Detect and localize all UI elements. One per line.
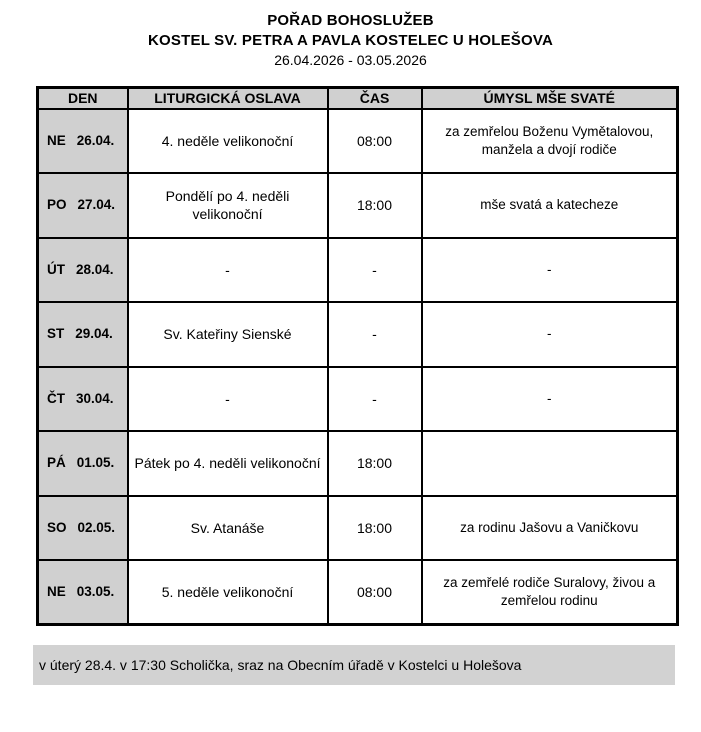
day-date: 30.04. xyxy=(76,390,114,406)
intention-cell: za rodinu Jašovu a Vaničkovu xyxy=(422,496,678,561)
table-header-row xyxy=(38,88,678,109)
table-row xyxy=(38,496,678,561)
day-date: 02.05. xyxy=(77,519,116,535)
day-cell xyxy=(38,367,128,432)
intention-cell: za zemřelou Boženu Vymětalovou, manžela a dvojí rodiče xyxy=(422,109,678,174)
schedule-table xyxy=(36,86,679,626)
time-cell: 18:00 xyxy=(328,173,422,238)
intention-cell: - xyxy=(422,238,678,303)
intention-cell: - xyxy=(422,367,678,432)
column-header-celebration: LITURGICKÁ OSLAVA xyxy=(128,88,328,109)
day-abbr: PÁ xyxy=(47,455,66,471)
day-abbr: PO xyxy=(47,197,67,213)
day-date: 26.04. xyxy=(76,132,115,148)
day-cell xyxy=(38,302,128,367)
time-cell: - xyxy=(328,238,422,303)
page-title: POŘAD BOHOSLUŽEB xyxy=(267,12,434,29)
time-cell: 08:00 xyxy=(328,109,422,174)
document-header xyxy=(0,0,701,70)
table-row xyxy=(38,173,678,238)
celebration-cell: Sv. Kateřiny Sienské xyxy=(128,302,328,367)
celebration-cell: Pondělí po 4. neděli velikonoční xyxy=(128,173,328,238)
column-header-intention: ÚMYSL MŠE SVATÉ xyxy=(422,88,678,109)
day-abbr: ST xyxy=(47,326,65,342)
day-cell xyxy=(38,431,128,496)
intention-cell: za zemřelé rodiče Suralovy, živou a zemřelou rodinu xyxy=(422,560,678,625)
day-date: 29.04. xyxy=(75,326,113,342)
table-row xyxy=(38,302,678,367)
column-header-time: ČAS xyxy=(328,88,422,109)
intention-cell: - xyxy=(422,302,678,367)
day-date: 01.05. xyxy=(76,455,115,471)
footer-note xyxy=(33,645,675,685)
day-cell xyxy=(38,109,128,174)
time-cell: 08:00 xyxy=(328,560,422,625)
church-name: KOSTEL SV. PETRA A PAVLA KOSTELEC U HOLEŠOVA xyxy=(148,32,553,49)
day-abbr: SO xyxy=(47,519,67,535)
intention-cell xyxy=(422,431,678,496)
day-cell xyxy=(38,496,128,561)
table-row xyxy=(38,560,678,625)
date-range: 26.04.2026 - 03.05.2026 xyxy=(274,52,427,68)
celebration-cell: 5. neděle velikonoční xyxy=(128,560,328,625)
time-cell: 18:00 xyxy=(328,496,422,561)
time-cell: 18:00 xyxy=(328,431,422,496)
day-date: 03.05. xyxy=(76,584,115,599)
day-date: 28.04. xyxy=(76,261,114,277)
day-abbr: NE xyxy=(47,132,66,148)
table-row xyxy=(38,431,678,496)
day-abbr: NE xyxy=(47,584,66,599)
day-abbr: ÚT xyxy=(47,261,65,277)
day-cell xyxy=(38,173,128,238)
time-cell: - xyxy=(328,367,422,432)
day-date: 27.04. xyxy=(77,197,116,213)
day-abbr: ČT xyxy=(47,390,65,406)
table-row xyxy=(38,109,678,174)
celebration-cell: Sv. Atanáše xyxy=(128,496,328,561)
celebration-cell: 4. neděle velikonoční xyxy=(128,109,328,174)
column-header-day: DEN xyxy=(38,88,128,109)
day-cell xyxy=(38,238,128,303)
intention-cell: mše svatá a katecheze xyxy=(422,173,678,238)
celebration-cell: - xyxy=(128,238,328,303)
table-row xyxy=(38,367,678,432)
time-cell: - xyxy=(328,302,422,367)
celebration-cell: - xyxy=(128,367,328,432)
footer-note-text: v úterý 28.4. v 17:30 Scholička, sraz na Obecním úřadě v Kostelci u Holešova xyxy=(39,657,522,673)
table-row xyxy=(38,238,678,303)
day-cell xyxy=(38,560,128,625)
celebration-cell: Pátek po 4. neděli velikonoční xyxy=(128,431,328,496)
